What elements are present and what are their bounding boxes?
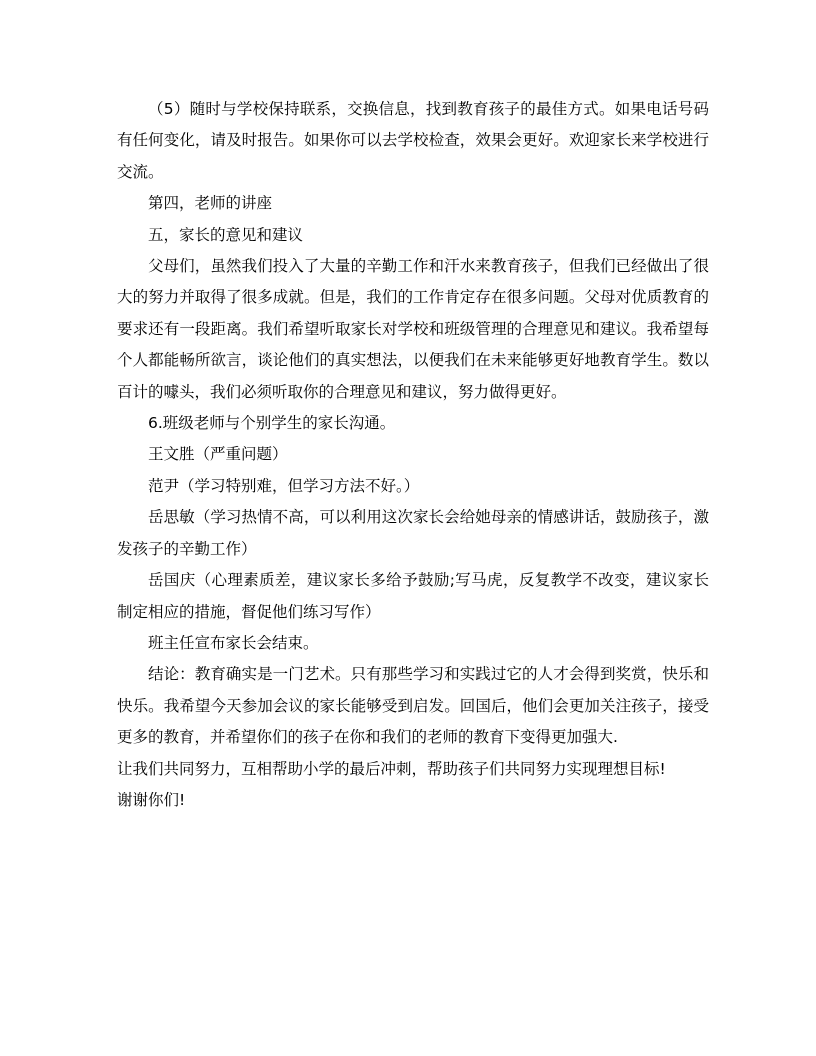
paragraph-parents-address: 父母们，虽然我们投入了大量的辛勤工作和汗水来教育孩子，但我们已经做出了很大的努力并取得了很多成就。但是，我们的工作肯定存在很多问题。父母对优质教育的要求还有一段距离。我们希望听取家长对学校和班级管理的合理意见和建议。我希望每个人都能畅所欲言，谈论他们的真实想法，以便我们在未来能够更好地教育学生。数以百计的噱头，我们必须听取你的合理意见和建议，努力做得更好。: [117, 257, 709, 401]
paragraph-call-to-action: 让我们共同努力，互相帮助小学的最后冲刺，帮助孩子们共同努力实现理想目标!: [117, 759, 666, 778]
section-heading-individual-communication: 6.班级老师与个别学生的家长沟通。: [148, 414, 396, 433]
document-page: [117, 94, 709, 816]
section-heading-teacher-lecture: 第四，老师的讲座: [148, 194, 273, 213]
paragraph-contact-school: （5）随时与学校保持联系，交换信息，找到教育孩子的最佳方式。如果电话号码有任何变化，请及时报告。如果你可以去学校检查，效果会更好。欢迎家长来学校进行交流。: [117, 100, 709, 181]
student-note-fan-yin: 范尹（学习特别难，但学习方法不好。）: [148, 476, 420, 495]
paragraph-meeting-end: 班主任宣布家长会结束。: [148, 633, 319, 652]
paragraph-conclusion: 结论：教育确实是一门艺术。只有那些学习和实践过它的人才会得到奖赏，快乐和快乐。我希望今天参加会议的家长能够受到启发。回国后，他们会更加关注孩子，接受更多的教育，并希望你们的孩子在你和我们的老师的教育下变得更加强大.: [117, 665, 709, 747]
paragraph-thanks: 谢谢你们!: [117, 790, 186, 809]
student-note-yue-guoqing: 岳国庆（心理素质差，建议家长多给予鼓励;写马虎，反复教学不改变，建议家长制定相应的措施，督促他们练习写作）: [117, 571, 709, 621]
section-heading-parent-opinions: 五，家长的意见和建议: [148, 225, 304, 244]
student-note-yue-simin: 岳思敏（学习热情不高，可以利用这次家长会给她母亲的情感讲话，鼓励孩子，激发孩子的辛勤工作）: [117, 508, 709, 558]
student-note-wang-wensheng: 王文胜（严重问题）: [148, 445, 288, 464]
